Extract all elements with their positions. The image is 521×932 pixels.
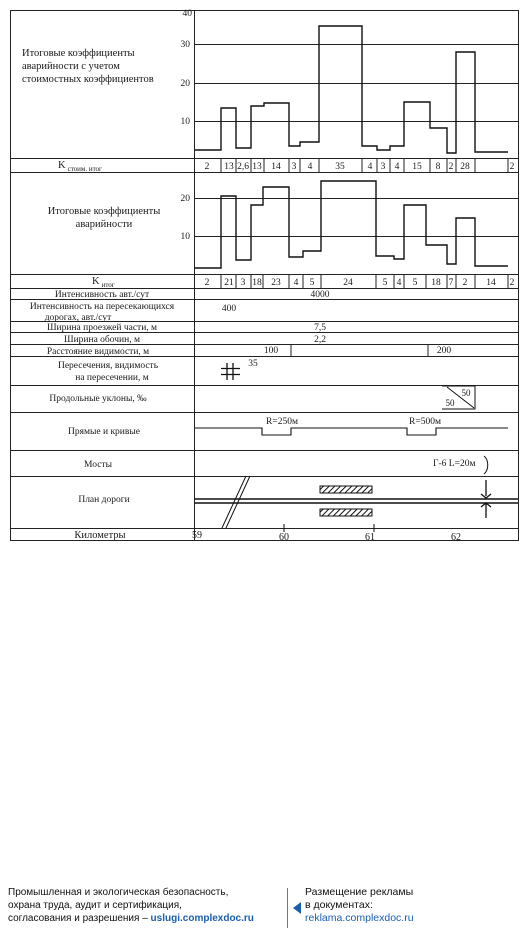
- footer-left-line: согласования и разрешения –: [8, 913, 151, 924]
- g1-val: 2: [204, 162, 210, 172]
- footer-right-text: [305, 886, 515, 925]
- g2-val: 5: [309, 278, 315, 288]
- graph1-title-line2: аварийности с учетом: [22, 61, 120, 72]
- building-block-2: [320, 509, 372, 516]
- g1-val: 4: [307, 162, 313, 172]
- km-60: 60: [279, 532, 289, 543]
- intersections-label-2: на пересечении, м: [75, 373, 149, 383]
- intersections-label-1: Пересечения, видимость: [57, 361, 159, 371]
- graph1-title-line1: Итоговые коэффициенты: [22, 48, 135, 59]
- g1-val: 35: [335, 162, 345, 172]
- g1-val: 4: [367, 162, 373, 172]
- road-plan: [194, 476, 518, 528]
- g2-val: 5: [382, 278, 388, 288]
- g1-val: 13: [252, 162, 262, 172]
- graph2-step-line: [195, 181, 508, 268]
- g2-val: 3: [240, 278, 246, 288]
- k-sub-2: итог: [101, 281, 115, 289]
- g1-val: 13: [224, 162, 234, 172]
- g2-val: 2: [462, 278, 468, 288]
- g1-val: 2: [448, 162, 454, 172]
- bridge-bracket: [484, 456, 488, 474]
- k-label-1: K $_{стоим. итог}$: [58, 160, 102, 173]
- curve-radius-2: R=500м: [409, 417, 441, 427]
- footer-divider: [287, 888, 288, 928]
- graph1-title-line3: стоимостных коэффициентов: [22, 74, 154, 85]
- footer-left-line: Промышленная и экологическая безопасность,: [8, 887, 229, 898]
- g1-val: 2,6: [237, 162, 249, 172]
- services-link[interactable]: uslugi.complexdoc.ru: [150, 913, 254, 924]
- shoulder-width-label: Ширина обочин, м: [64, 335, 140, 345]
- advert-link[interactable]: reklama.complexdoc.ru: [305, 912, 414, 924]
- carriage-width-value: 7,5: [314, 323, 326, 333]
- shoulder-width-value: 2,2: [314, 335, 326, 345]
- g2-val: 2: [204, 278, 210, 288]
- bridges-label: Мосты: [84, 460, 112, 470]
- graph1-tick-30: 30: [180, 40, 190, 50]
- k-sub-1: стоим. итог: [67, 165, 102, 173]
- g1-val: 8: [435, 162, 441, 172]
- g2-val: 4: [293, 278, 299, 288]
- curves-label: Прямые и кривые: [68, 427, 140, 437]
- graph1-step-line: [195, 26, 508, 153]
- bridge-value: Г-6 L=20м: [433, 459, 476, 469]
- graph1-tick-20: 20: [180, 79, 190, 89]
- g1-val: 14: [271, 162, 281, 172]
- g2-val: 21: [224, 278, 234, 288]
- curves-line: [195, 428, 508, 435]
- g2-val: 24: [343, 278, 353, 288]
- km-61: 61: [365, 532, 375, 543]
- intensity-value: 4000: [310, 290, 330, 300]
- graph2-tick-20: 20: [180, 194, 190, 204]
- graph2-title-line2: аварийности: [75, 219, 133, 230]
- building-block-1: [320, 486, 372, 493]
- footer-left-line: охрана труда, аудит и сертификация,: [8, 900, 182, 911]
- intensity-label: Интенсивность авт./сут: [54, 290, 150, 300]
- g1-val: 15: [412, 162, 422, 172]
- g2-val: 7: [448, 278, 454, 288]
- g1-val: 3: [291, 162, 297, 172]
- curve-radius-1: R=250м: [266, 417, 298, 427]
- g1-val: 4: [394, 162, 400, 172]
- visibility-value-1: 100: [263, 346, 279, 356]
- grade-value-1: 50: [461, 388, 471, 398]
- g1-val: 2: [509, 162, 515, 172]
- k-label-2: K $_{итог}$: [92, 276, 115, 289]
- footer-right-line: Размещение рекламы: [305, 886, 414, 898]
- g2-val: 23: [271, 278, 281, 288]
- g1-val: 3: [380, 162, 386, 172]
- visibility-value-2: 200: [436, 346, 452, 356]
- g2-val: 2: [509, 278, 515, 288]
- crossing-intensity-label-2: дорогах, авт./сут: [44, 313, 112, 323]
- g2-val: 5: [412, 278, 418, 288]
- km-label: Километры: [74, 530, 126, 541]
- footer-left-text: [8, 886, 283, 925]
- visibility-label: Расстояние видимости, м: [46, 347, 150, 357]
- graph1-tick-10: 10: [180, 117, 190, 127]
- grades-label: Продольные уклоны, ‰: [49, 394, 147, 404]
- g2-val: 4: [396, 278, 402, 288]
- graph2-title-line1: Итоговые коэффициенты: [47, 206, 161, 217]
- crossing-intensity-value: 400: [221, 304, 237, 314]
- footer-right-line: в документах:: [305, 899, 373, 911]
- intersection-visibility: 35: [248, 359, 258, 369]
- intersection-icon: [221, 363, 240, 380]
- graph2-tick-10: 10: [180, 232, 190, 242]
- g2-val: 14: [486, 278, 496, 288]
- g2-val: 18: [431, 278, 441, 288]
- g1-val: 28: [460, 162, 470, 172]
- plan-label: План дороги: [78, 495, 130, 505]
- grade-value-2: 50: [445, 398, 455, 408]
- km-59: 59: [192, 530, 202, 541]
- crossing-intensity-label-1: Интенсивность на пересекающихся: [29, 302, 175, 312]
- g2-val: 18: [252, 278, 262, 288]
- footer-banner: [0, 880, 521, 932]
- km-62: 62: [451, 532, 461, 543]
- arrow-left-icon: [293, 902, 301, 914]
- carriage-width-label: Ширина проезжей части, м: [46, 323, 158, 333]
- graph1-tick-40: 40: [182, 9, 192, 19]
